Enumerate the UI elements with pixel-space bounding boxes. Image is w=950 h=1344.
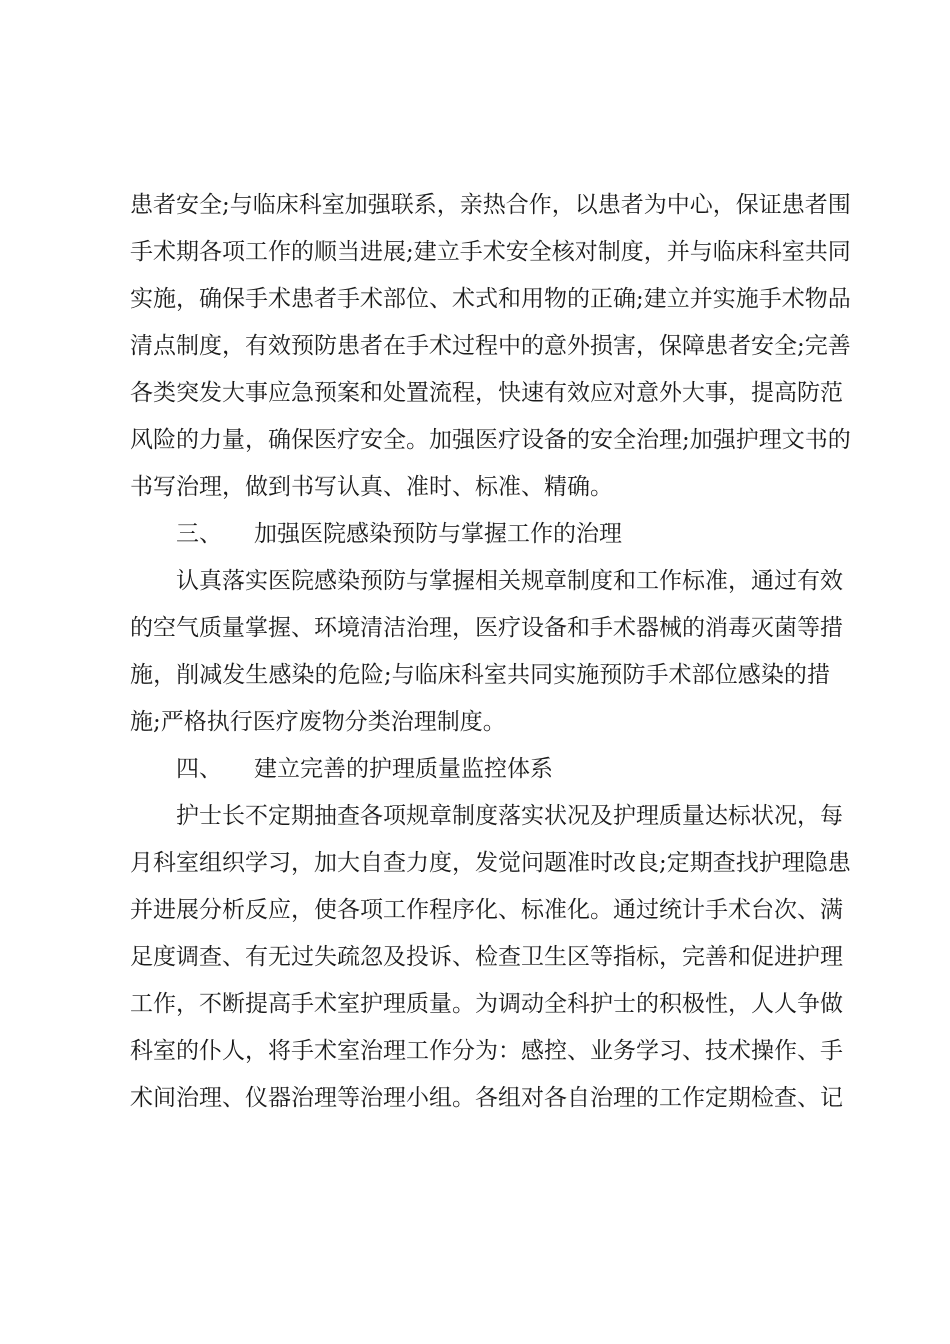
text-line: 工作，不断提高手术室护理质量。为调动全科护士的积极性，人人争做 xyxy=(130,991,843,1017)
paragraph-infection-control xyxy=(130,558,843,746)
text-line: 并进展分析反应，使各项工作程序化、标准化。通过统计手术台次、满 xyxy=(130,897,843,923)
text-line: 科室的仆人，将手术室治理工作分为：感控、业务学习、技术操作、手 xyxy=(130,1038,843,1064)
text-line: 风险的力量，确保医疗安全。加强医疗设备的安全治理;加强护理文书的 xyxy=(130,427,851,453)
text-line: 患者安全;与临床科室加强联系，亲热合作，以患者为中心，保证患者围 xyxy=(130,192,851,218)
text-line: 护士长不定期抽查各项规章制度落实状况及护理质量达标状况，每 xyxy=(176,803,843,829)
section-heading-4 xyxy=(130,746,830,793)
document-page xyxy=(130,182,851,1122)
section-heading-3 xyxy=(130,511,830,558)
text-line: 实施，确保手术患者手术部位、术式和用物的正确;建立并实施手术物品 xyxy=(130,286,851,312)
text-line: 手术期各项工作的顺当进展;建立手术安全核对制度，并与临床科室共同 xyxy=(130,239,851,265)
text-line: 施，削减发生感染的危险;与临床科室共同实施预防手术部位感染的措 xyxy=(130,662,830,688)
text-line: 施;严格执行医疗废物分类治理制度。 xyxy=(130,709,506,735)
text-line: 术间治理、仪器治理等治理小组。各组对各自治理的工作定期检查、记 xyxy=(130,1085,843,1111)
text-line: 足度调查、有无过失疏忽及投诉、检查卫生区等指标，完善和促进护理 xyxy=(130,944,843,970)
paragraph-patient-safety xyxy=(130,182,851,511)
paragraph-quality-monitoring xyxy=(130,793,851,1122)
text-line: 认真落实医院感染预防与掌握相关规章制度和工作标准，通过有效 xyxy=(176,568,843,594)
text-line: 的空气质量掌握、环境清洁治理，医疗设备和手术器械的消毒灭菌等措 xyxy=(130,615,843,641)
section-title: 加强医院感染预防与掌握工作的治理 xyxy=(254,521,622,547)
text-line: 清点制度，有效预防患者在手术过程中的意外损害，保障患者安全;完善 xyxy=(130,333,851,359)
text-line: 各类突发大事应急预案和处置流程，快速有效应对意外大事，提高防范 xyxy=(130,380,843,406)
text-line: 月科室组织学习，加大自查力度，发觉问题准时改良;定期查找护理隐患 xyxy=(130,850,851,876)
section-title: 建立完善的护理质量监控体系 xyxy=(254,756,553,782)
section-number: 三、 xyxy=(176,521,222,547)
section-number: 四、 xyxy=(176,756,222,782)
text-line: 书写治理，做到书写认真、准时、标准、精确。 xyxy=(130,474,613,500)
